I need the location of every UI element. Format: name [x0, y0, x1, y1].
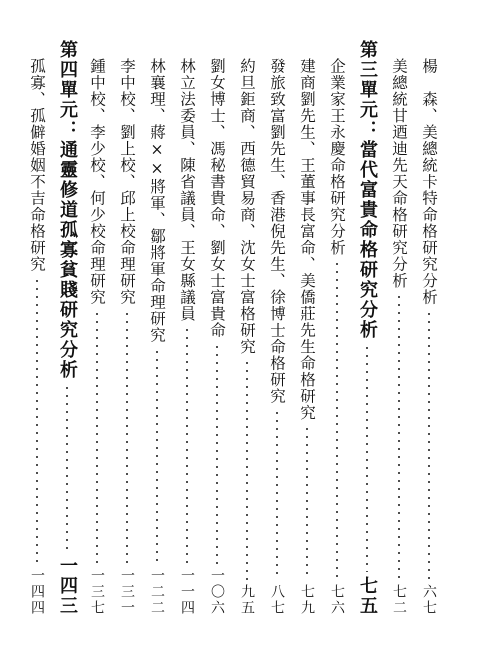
toc-entry — [56, 40, 78, 616]
toc-page-number: 一四四 — [29, 568, 45, 616]
toc-page-number: 一〇六 — [209, 568, 225, 616]
toc-page-number: 九五 — [239, 584, 255, 616]
toc-entry — [116, 58, 138, 616]
toc-page-number: 七九 — [299, 584, 315, 616]
toc-page-number: 七二 — [391, 584, 407, 616]
toc-entry — [266, 58, 288, 616]
toc-entry — [206, 58, 228, 616]
toc-page-number: 六七 — [421, 584, 437, 616]
toc-entry — [326, 58, 348, 616]
toc-page-number: 八七 — [269, 584, 285, 616]
toc-entry — [26, 58, 48, 616]
toc-page-number: 一四三 — [57, 556, 78, 616]
toc-entry — [296, 58, 318, 616]
toc-entry — [356, 40, 378, 616]
dot-leader — [216, 343, 218, 565]
dot-leader — [276, 409, 278, 581]
toc-page-number: 一一四 — [179, 568, 195, 616]
dot-leader — [306, 425, 308, 580]
dot-leader — [398, 293, 400, 580]
toc-entry-title: 建商劉先生、王董事長富命、美僑莊先生命格研究 — [298, 58, 316, 421]
toc-entry-title: 林立法委員、陳省議員、王女縣議員 — [178, 58, 196, 322]
dot-leader — [428, 310, 430, 581]
toc-entry-title: 鍾中校、李少校、何少校命理研究 — [88, 58, 106, 306]
dot-leader — [186, 326, 188, 564]
toc-entry — [388, 58, 410, 616]
toc-entry — [176, 58, 198, 616]
toc-entry — [418, 58, 440, 616]
toc-entry-title: 劉女博士、馮秘書貴命、劉女士富貴命 — [208, 58, 226, 339]
toc-entry-title: 孤寡、孤僻婚姻不吉命格研究 — [28, 58, 46, 273]
toc-entry-title: 企業家王永慶命格研究分析 — [328, 58, 346, 256]
toc-entry-title: 李中校、劉上校、邱上校命理研究 — [118, 58, 136, 306]
toc-entry-title: 林襄理、蔣××將軍、鄒將軍命理研究 — [148, 58, 166, 344]
toc-entry-title: 發旅致富劉先生、香港倪先生、徐博士命格研究 — [268, 58, 286, 405]
toc-page-number: 一三一 — [119, 568, 135, 616]
toc-page-number: 七六 — [329, 584, 345, 616]
dot-leader — [246, 359, 248, 580]
toc-entry — [86, 58, 108, 616]
toc-page-number: 一二二 — [149, 568, 165, 616]
toc-entry-title: 美總統甘迺迪先天命格研究分析 — [390, 58, 408, 289]
toc-section-heading: 第三單元：當代富貴命格研究分析 — [357, 40, 378, 340]
toc-entry-title: 約旦鉅商、西德貿易商、沈女士富格研究 — [238, 58, 256, 355]
toc-page-number: 一三七 — [89, 568, 105, 616]
toc-section-heading: 第四單元：通靈修道孤寡貧賤研究分析 — [57, 40, 78, 380]
toc-entry — [146, 58, 168, 616]
dot-leader — [96, 310, 98, 565]
dot-leader — [126, 310, 128, 565]
dot-leader — [36, 277, 38, 565]
toc-entry-title: 楊 森、美總統卡特命格研究分析 — [420, 58, 438, 306]
dot-leader — [336, 260, 338, 580]
dot-leader — [156, 348, 158, 565]
toc-entry — [236, 58, 258, 616]
dot-leader — [366, 344, 368, 572]
toc-page-number: 七五 — [357, 576, 378, 616]
dot-leader — [66, 384, 68, 552]
